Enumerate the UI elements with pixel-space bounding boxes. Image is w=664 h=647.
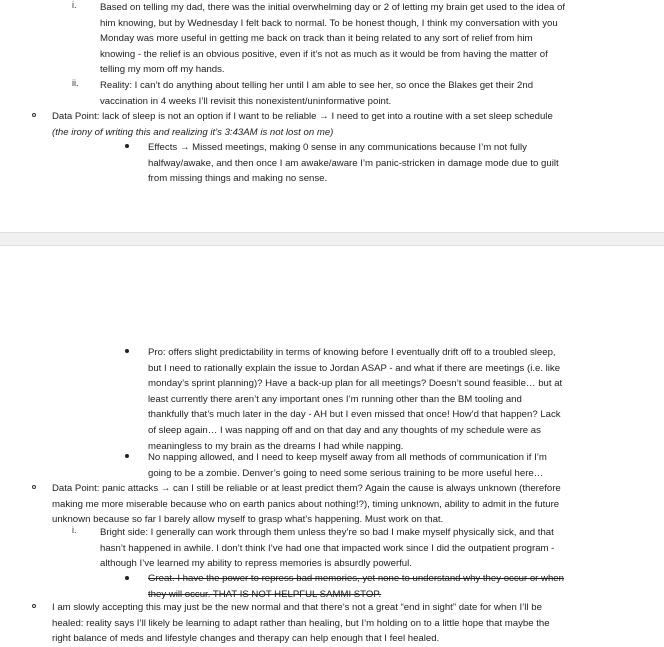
text-line: right balance of meds and lifestyle changes and therapy can help enough that I feel healed. (52, 633, 440, 645)
text-line: Based on telling my dad, there was the initial overwhelming day or 2 of letting my brain get used to the idea of (100, 2, 566, 13)
paragraph-reality (100, 78, 533, 109)
text-line: healed: reality says I’ll likely be learning to adapt rather than healing, but I’m holding on to a little hope that maybe the (52, 617, 550, 629)
text-line: Data Point: lack of sleep is not an option if I want to be reliable → I need to get into a routine with a set sleep schedule (52, 111, 553, 122)
text-line: from missing things and making no sense. (148, 173, 328, 185)
text-line: although I’ve learned my ability to repress memories is absurdly powerful. (100, 558, 412, 570)
paragraph-accepting (52, 600, 550, 647)
bullet-dot-icon (125, 144, 129, 148)
document-page-2 (0, 246, 664, 646)
paragraph-effects (148, 140, 559, 187)
text-line: making me more miserable because who on earth panics about nothing!?), timing unknown, ability to admit in the future (52, 498, 560, 510)
text-line: Pro: offers slight predictability in terms of knowing before I eventually drift off to a troubled sleep, (148, 347, 556, 358)
text-line: telling my mom off my hands. (100, 64, 225, 76)
list-marker-i: i. (72, 0, 77, 10)
text-line: I am slowly accepting this may just be the new normal and that there’s not a great “end in sight” date for when I’ll be (52, 602, 542, 613)
list-marker-i: i. (72, 525, 77, 535)
page-separator (0, 232, 664, 246)
list-marker-ii: ii. (72, 78, 79, 88)
bullet-circle-icon (32, 485, 36, 489)
text-line: hasn’t happened in awhile. I don’t think I’ve had one that impacted work since I did the outpatient program - (100, 542, 555, 554)
text-line: No napping allowed, and I need to keep myself away from all methods of communication if I’m (148, 452, 547, 463)
text-line: they will occur. THAT IS NOT HELPFUL SAMMI STOP. (148, 588, 382, 600)
bullet-dot-icon (125, 349, 129, 353)
paragraph-pro (148, 345, 562, 454)
document-page-1 (0, 0, 664, 232)
text-line: Bright side: I generally can work through them unless they’re so bad I make myself physically sick, and that (100, 527, 554, 538)
text-line: but I need to rationally explain the issue to Jordan ASAP - and what if there are meetings (i.e. like (148, 362, 561, 374)
text-line: Effects → Missed meetings, making 0 sense in any communications because I’m not fully (148, 142, 527, 153)
text-line: going to be a zombie. Denver’s going to need some serious training to be more useful here… (148, 467, 544, 479)
text-line: least currently there aren’t any important ones I’m running other than the BM tooling and (148, 393, 522, 405)
text-line: monday’s sprint planning)? Have a back-up plan for all meetings? Doesn’t sound feasible… but at (148, 378, 563, 390)
text-line: halfway/awake, and then once I am awake/aware I’m panic-stricken in damage mode due to guilt (148, 157, 559, 169)
text-line: vaccination in 4 weeks I’ll revisit this nonexistent/uninformative point. (100, 95, 392, 107)
paragraph-data-point-panic (52, 481, 561, 528)
text-line: Great. I have the power to repress bad memories, yet none to understand why they occur or when (148, 573, 564, 584)
bullet-dot-icon (125, 454, 129, 458)
italic-note: (the irony of writing this and realizing it’s 3:43AM is not lost on me) (52, 126, 334, 138)
text-line: thankfully that’s much later in the day - AH but I even missed that once! How’d that happen? Lack (148, 409, 561, 421)
text-line: unknown because so far I barely allow myself to grasp what’s happening. Must work on that. (52, 514, 444, 526)
text-line: him knowing, but by Wednesday I felt back to normal. To be honest though, I think my conversation with you (100, 17, 558, 29)
paragraph-telling-dad (100, 0, 565, 78)
bullet-dot-icon (125, 576, 129, 580)
paragraph-no-napping (148, 450, 547, 481)
paragraph-struck (148, 571, 564, 602)
text-line: meaningless to my brain as the dreams I had while napping. (148, 440, 404, 452)
bullet-circle-icon (32, 604, 36, 608)
paragraph-data-point-sleep (52, 109, 553, 140)
bullet-circle-icon (32, 113, 36, 117)
text-line: Monday was more useful in getting me back on track than it being related to any sort of relief from him (100, 33, 533, 45)
text-line: of sleep again… I was napping off and on that day and any thoughts of my schedule were as (148, 424, 541, 436)
text-line: Reality: I can’t do anything about telling her until I am able to see her, so once the Blakes get their 2nd (100, 80, 534, 91)
text-line: Data Point: panic attacks → can I still be reliable or at least predict them? Again the cause is always unknown (therefore (52, 483, 561, 494)
paragraph-bright-side (100, 525, 554, 572)
text-line: knowing - the relief is an obvious positive, even if it’s not as much as it would be from having the matter of (100, 48, 548, 60)
